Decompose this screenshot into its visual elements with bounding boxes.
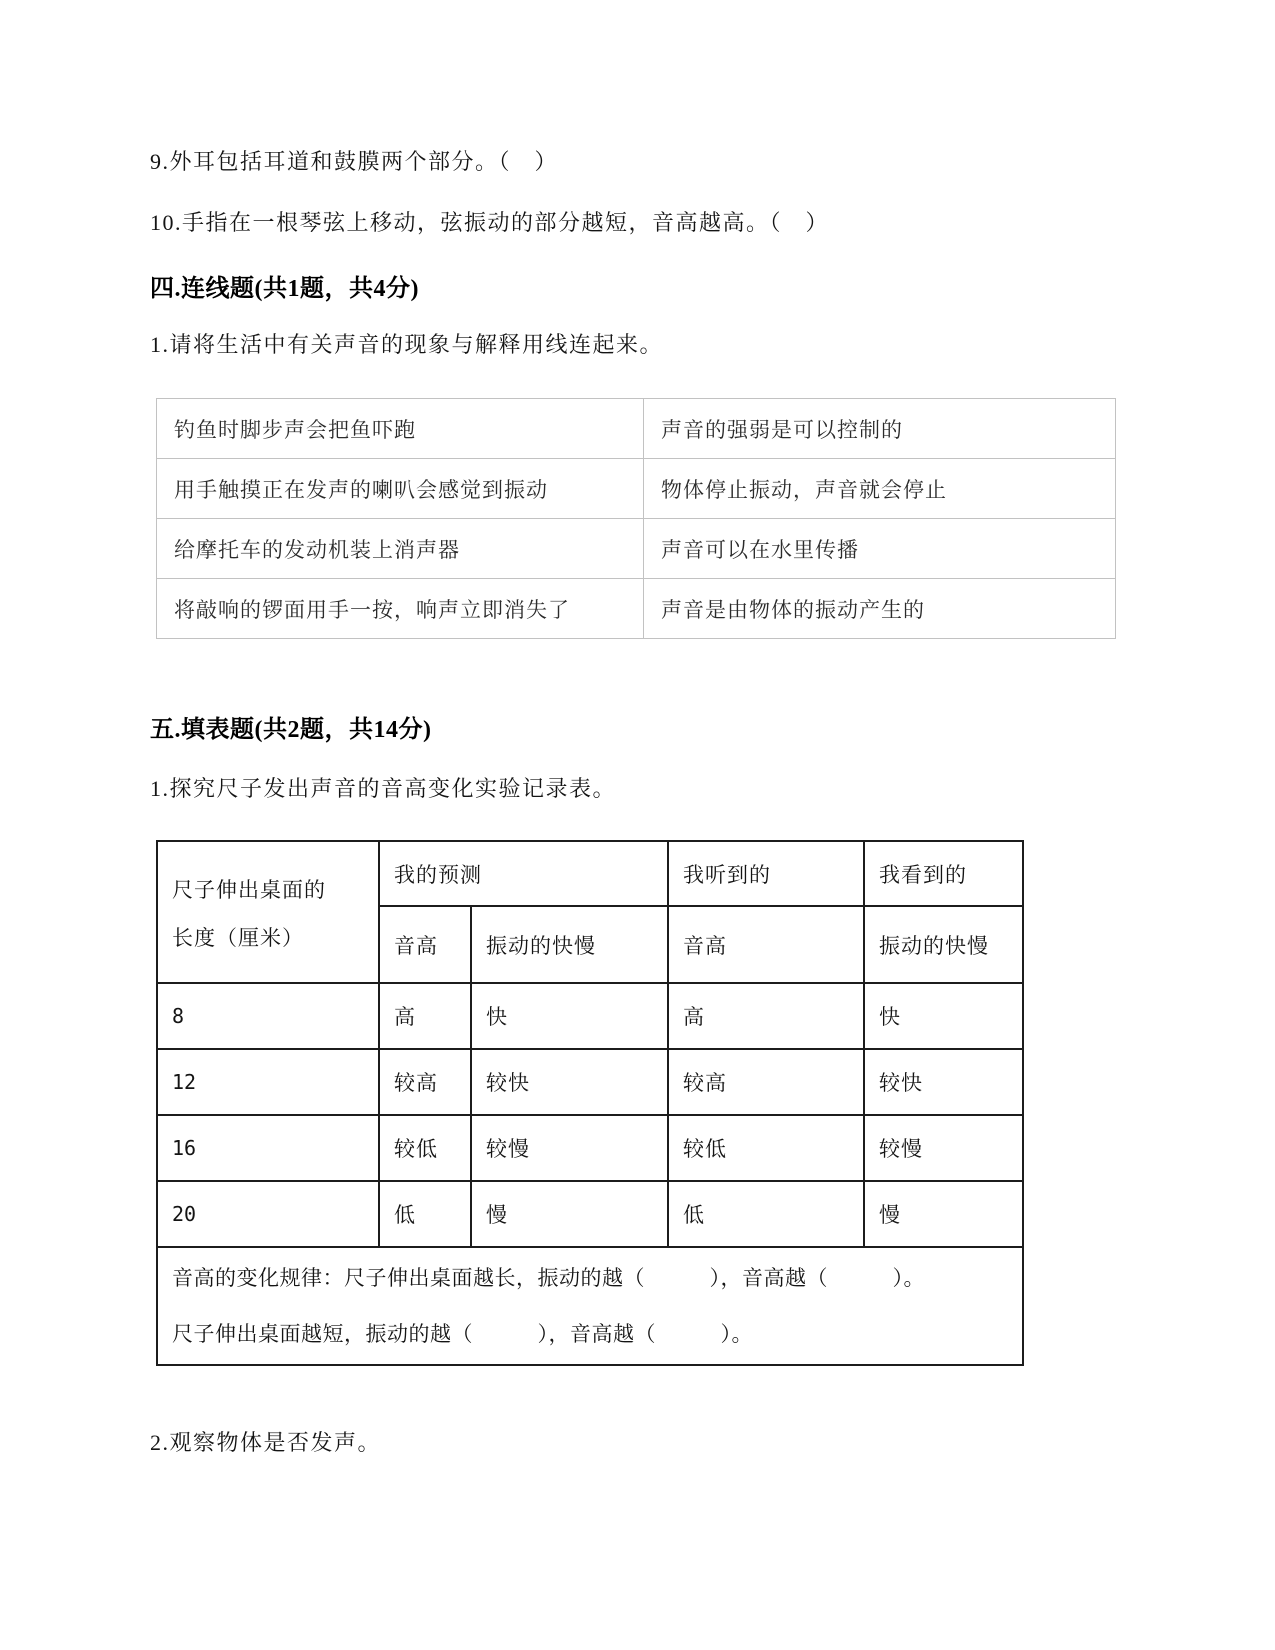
conclusion-line1: 音高的变化规律：尺子伸出桌面越长，振动的越（ ），音高越（ ）。 <box>172 1266 925 1290</box>
section-four-heading: 四.连线题(共1题，共4分) <box>150 276 419 302</box>
seen-speed-cell: 快 <box>864 983 1023 1049</box>
section-five-heading: 五.填表题(共2题，共14分) <box>150 717 432 743</box>
experiment-record-table <box>156 840 1024 1366</box>
matching-explanation-cell: 声音的强弱是可以控制的 <box>644 399 1116 459</box>
matching-row <box>157 579 1116 639</box>
matching-table <box>156 398 1116 639</box>
judgment-question-10: 10.手指在一根琴弦上移动，弦振动的部分越短，音高越高。（ ） <box>150 210 830 235</box>
sub-header-heard-pitch: 音高 <box>668 906 864 983</box>
matching-row <box>157 399 1116 459</box>
sub-header-seen-speed: 振动的快慢 <box>864 906 1023 983</box>
matching-explanation-cell: 声音可以在水里传播 <box>644 519 1116 579</box>
sub-header-predict-speed: 振动的快慢 <box>471 906 668 983</box>
group-header-seen: 我看到的 <box>864 841 1023 906</box>
section-five-question1-intro: 1.探究尺子发出声音的音高变化实验记录表。 <box>150 776 617 801</box>
sub-header-predict-pitch: 音高 <box>379 906 471 983</box>
seen-speed-cell: 慢 <box>864 1181 1023 1247</box>
heard-pitch-cell: 较高 <box>668 1049 864 1115</box>
section-four-question-intro: 1.请将生活中有关声音的现象与解释用线连起来。 <box>150 332 664 357</box>
experiment-row-16cm <box>157 1115 1023 1181</box>
experiment-row-8cm <box>157 983 1023 1049</box>
predict-pitch-cell: 较高 <box>379 1049 471 1115</box>
experiment-row-12cm <box>157 1049 1023 1115</box>
predict-speed-cell: 慢 <box>471 1181 668 1247</box>
length-cell: 8 <box>157 983 379 1049</box>
matching-phenomenon-cell: 给摩托车的发动机装上消声器 <box>157 519 644 579</box>
matching-row <box>157 459 1116 519</box>
ruler-length-header-line2: 长度（厘米） <box>172 926 304 950</box>
ruler-length-header-line1: 尺子伸出桌面的 <box>172 878 326 902</box>
experiment-conclusion-row <box>157 1247 1023 1365</box>
group-header-prediction: 我的预测 <box>379 841 668 906</box>
seen-speed-cell: 较快 <box>864 1049 1023 1115</box>
conclusion-cell <box>157 1247 1023 1365</box>
matching-phenomenon-cell: 钓鱼时脚步声会把鱼吓跑 <box>157 399 644 459</box>
heard-pitch-cell: 低 <box>668 1181 864 1247</box>
group-header-heard: 我听到的 <box>668 841 864 906</box>
conclusion-line2: 尺子伸出桌面越短，振动的越（ ），音高越（ ）。 <box>172 1322 753 1346</box>
seen-speed-cell: 较慢 <box>864 1115 1023 1181</box>
matching-explanation-cell: 声音是由物体的振动产生的 <box>644 579 1116 639</box>
matching-phenomenon-cell: 用手触摸正在发声的喇叭会感觉到振动 <box>157 459 644 519</box>
length-cell: 20 <box>157 1181 379 1247</box>
heard-pitch-cell: 较低 <box>668 1115 864 1181</box>
predict-speed-cell: 较快 <box>471 1049 668 1115</box>
experiment-row-20cm <box>157 1181 1023 1247</box>
matching-row <box>157 519 1116 579</box>
judgment-question-9: 9.外耳包括耳道和鼓膜两个部分。（ ） <box>150 149 559 174</box>
length-cell: 12 <box>157 1049 379 1115</box>
predict-pitch-cell: 低 <box>379 1181 471 1247</box>
matching-phenomenon-cell: 将敲响的锣面用手一按，响声立即消失了 <box>157 579 644 639</box>
predict-speed-cell: 快 <box>471 983 668 1049</box>
matching-explanation-cell: 物体停止振动，声音就会停止 <box>644 459 1116 519</box>
section-five-question2-intro: 2.观察物体是否发声。 <box>150 1430 382 1455</box>
length-cell: 16 <box>157 1115 379 1181</box>
experiment-table-group-header-row <box>157 841 1023 906</box>
predict-speed-cell: 较慢 <box>471 1115 668 1181</box>
predict-pitch-cell: 较低 <box>379 1115 471 1181</box>
heard-pitch-cell: 高 <box>668 983 864 1049</box>
ruler-length-header-cell <box>157 841 379 983</box>
predict-pitch-cell: 高 <box>379 983 471 1049</box>
